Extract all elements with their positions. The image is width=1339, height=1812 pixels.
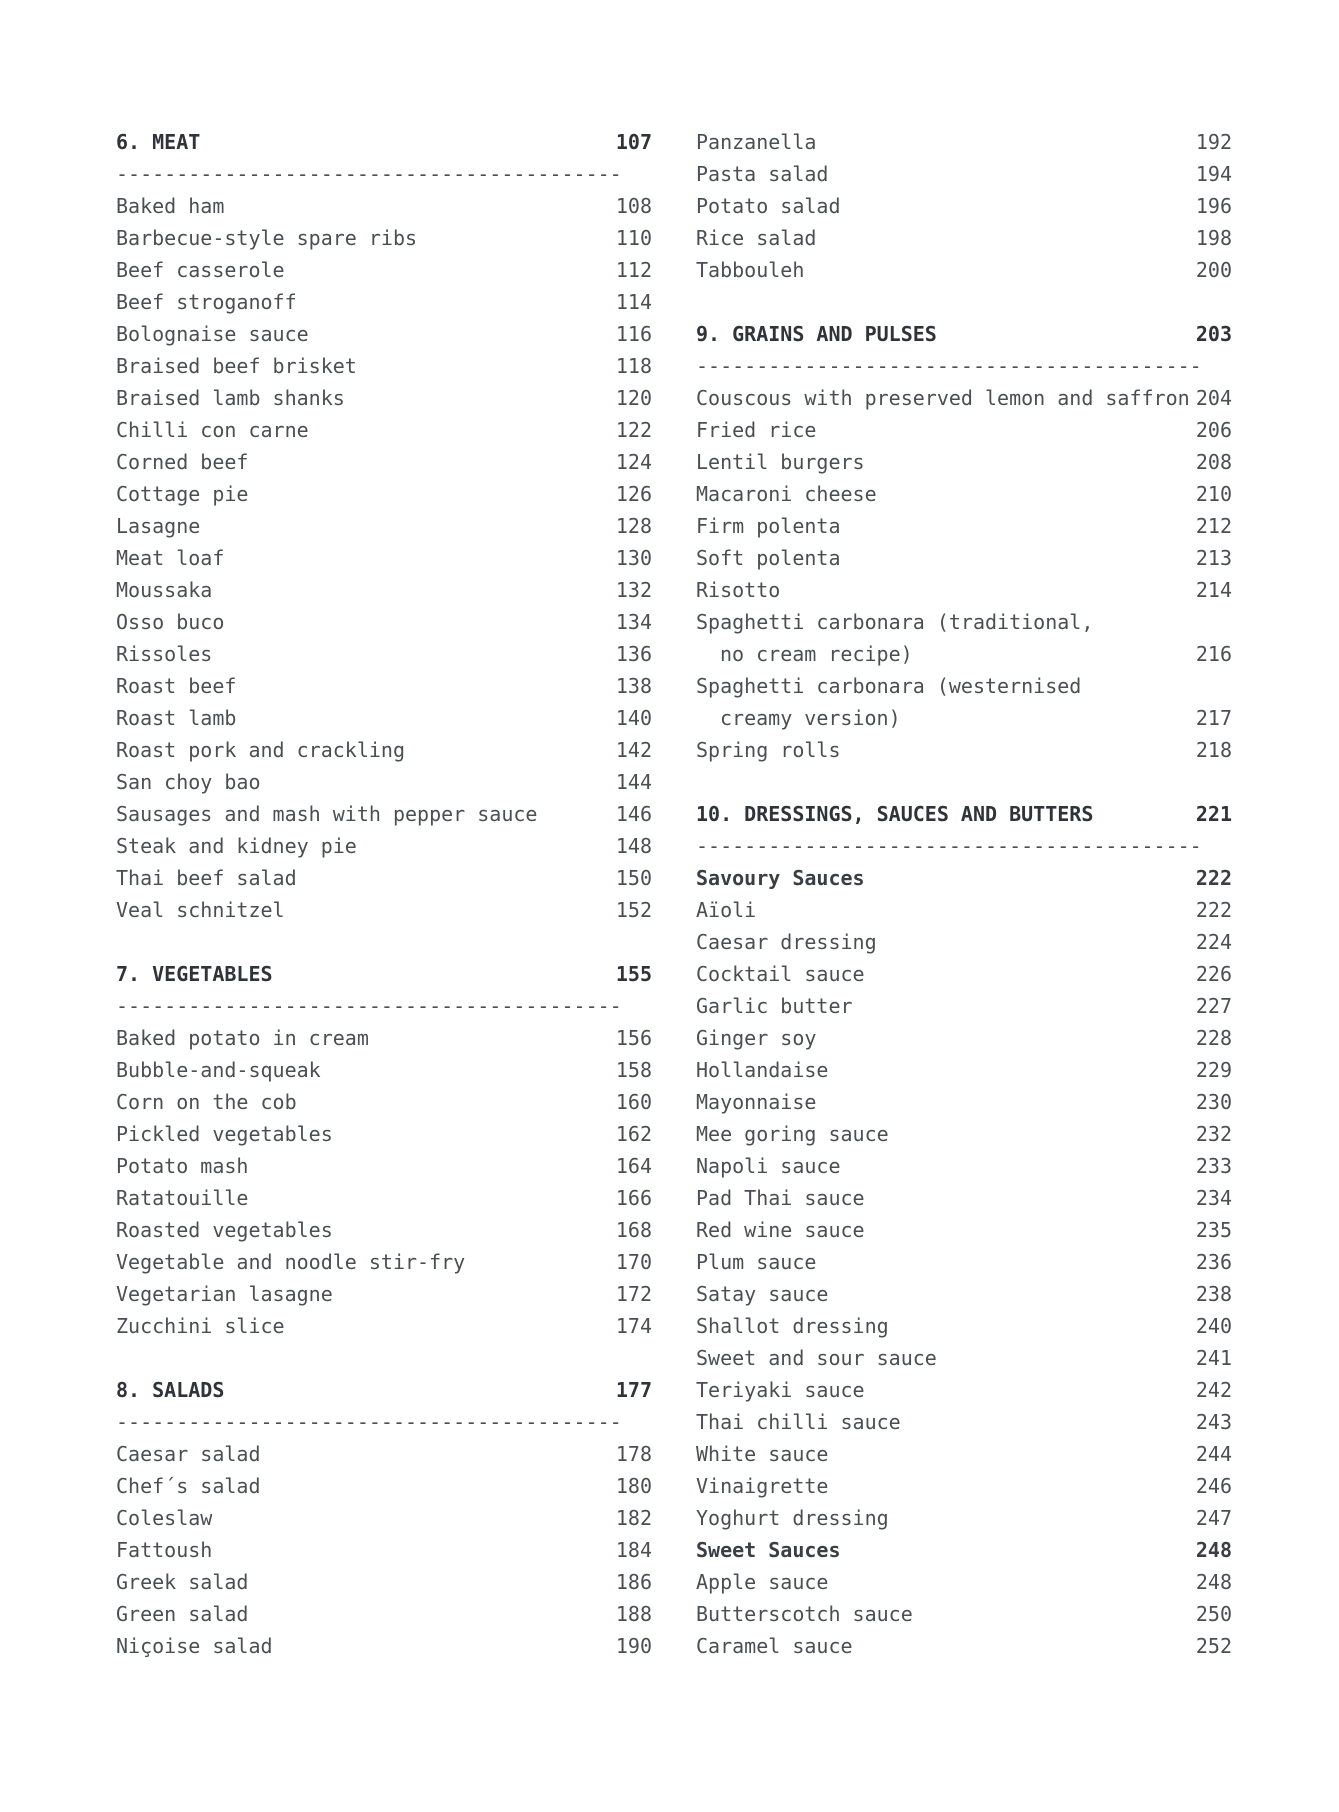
toc-entry-page: 243 xyxy=(1195,1410,1232,1434)
toc-entry-label: Couscous with preserved lemon and saffron xyxy=(696,386,1190,410)
toc-entry-label: Vegetarian lasagne xyxy=(116,1282,333,1306)
toc-entry-label: Thai beef salad xyxy=(116,866,297,890)
toc-entry[interactable] xyxy=(696,1342,1232,1374)
subsection-heading[interactable] xyxy=(696,1534,1232,1566)
toc-entry[interactable] xyxy=(696,606,1232,638)
toc-entry-page: 146 xyxy=(615,802,652,826)
toc-entry[interactable] xyxy=(696,1502,1232,1534)
toc-entry-label: Sausages and mash with pepper sauce xyxy=(116,802,538,826)
toc-entry-label: Ginger soy xyxy=(696,1026,817,1050)
toc-entry[interactable] xyxy=(696,1246,1232,1278)
toc-entry-label: Apple sauce xyxy=(696,1570,829,1594)
toc-entry-label: Bolognaise sauce xyxy=(116,322,309,346)
toc-entry-label: Spaghetti carbonara (westernised xyxy=(696,674,1082,698)
toc-entry-label: Caesar dressing xyxy=(696,930,877,954)
section-heading[interactable] xyxy=(696,798,1232,830)
toc-entry[interactable] xyxy=(696,1598,1232,1630)
toc-entry[interactable] xyxy=(696,1214,1232,1246)
toc-entry-label: Baked ham xyxy=(116,194,225,218)
toc-entry-label: Napoli sauce xyxy=(696,1154,841,1178)
toc-entry[interactable] xyxy=(696,190,1232,222)
toc-entry[interactable] xyxy=(116,318,652,350)
toc-entry-label: Thai chilli sauce xyxy=(696,1410,901,1434)
toc-entry-page: 206 xyxy=(1195,418,1232,442)
toc-entry-page: 232 xyxy=(1195,1122,1232,1146)
toc-entry[interactable] xyxy=(116,766,652,798)
toc-entry-label: Rice salad xyxy=(696,226,817,250)
toc-entry-label: Ratatouille xyxy=(116,1186,249,1210)
toc-entry-label: Pickled vegetables xyxy=(116,1122,333,1146)
toc-entry-label: Lasagne xyxy=(116,514,201,538)
toc-entry[interactable] xyxy=(116,1566,652,1598)
toc-entry-label: Osso buco xyxy=(116,610,225,634)
toc-entry-label: Potato salad xyxy=(696,194,841,218)
table-of-contents xyxy=(116,126,1232,1662)
toc-entry-page: 241 xyxy=(1195,1346,1232,1370)
toc-entry-label: Lentil burgers xyxy=(696,450,865,474)
toc-entry-label: Garlic butter xyxy=(696,994,853,1018)
toc-entry[interactable] xyxy=(696,542,1232,574)
section-heading[interactable] xyxy=(116,958,652,990)
toc-entry-page: 214 xyxy=(1195,578,1232,602)
toc-entry[interactable] xyxy=(696,446,1232,478)
toc-entry-label: White sauce xyxy=(696,1442,829,1466)
toc-entry-page: 152 xyxy=(615,898,652,922)
toc-entry-page: 213 xyxy=(1195,546,1232,570)
toc-entry-label: Satay sauce xyxy=(696,1282,829,1306)
toc-entry-label: Corned beef xyxy=(116,450,249,474)
toc-entry[interactable] xyxy=(116,1054,652,1086)
toc-entry-page: 180 xyxy=(615,1474,652,1498)
toc-entry[interactable] xyxy=(696,1182,1232,1214)
toc-entry-label: Soft polenta xyxy=(696,546,841,570)
toc-entry-page: 218 xyxy=(1195,738,1232,762)
toc-entry-page: 178 xyxy=(615,1442,652,1466)
toc-entry-label: San choy bao xyxy=(116,770,261,794)
toc-entry[interactable] xyxy=(696,1118,1232,1150)
toc-entry[interactable] xyxy=(116,1502,652,1534)
toc-entry-page: 138 xyxy=(615,674,652,698)
toc-entry-page: 114 xyxy=(615,290,652,314)
toc-entry-page: 230 xyxy=(1195,1090,1232,1114)
toc-entry-page: 168 xyxy=(615,1218,652,1242)
section-heading-page: 203 xyxy=(1195,322,1232,346)
toc-entry-page: 142 xyxy=(615,738,652,762)
toc-entry-label: Tabbouleh xyxy=(696,258,805,282)
toc-entry-page: 140 xyxy=(615,706,652,730)
toc-entry-page: 182 xyxy=(615,1506,652,1530)
section-divider: ------------------------------------------ xyxy=(116,1410,622,1434)
section-heading[interactable] xyxy=(696,318,1232,350)
toc-entry[interactable] xyxy=(116,638,652,670)
toc-entry[interactable] xyxy=(116,894,652,926)
toc-entry-label: Aïoli xyxy=(696,898,757,922)
toc-entry[interactable] xyxy=(116,254,652,286)
toc-entry[interactable] xyxy=(696,1566,1232,1598)
toc-entry[interactable] xyxy=(696,510,1232,542)
section-divider: ------------------------------------------ xyxy=(116,162,622,186)
toc-entry-page: 116 xyxy=(615,322,652,346)
toc-entry-label: Teriyaki sauce xyxy=(696,1378,865,1402)
toc-entry[interactable] xyxy=(696,1406,1232,1438)
toc-entry-label: Rissoles xyxy=(116,642,213,666)
toc-entry-page: 120 xyxy=(615,386,652,410)
toc-entry-label: Steak and kidney pie xyxy=(116,834,357,858)
toc-entry-page: 229 xyxy=(1195,1058,1232,1082)
toc-entry-page: 150 xyxy=(615,866,652,890)
toc-entry-page: 235 xyxy=(1195,1218,1232,1242)
toc-entry[interactable] xyxy=(696,1054,1232,1086)
toc-entry[interactable] xyxy=(696,1278,1232,1310)
toc-entry-page: 132 xyxy=(615,578,652,602)
toc-entry-page: 144 xyxy=(615,770,652,794)
toc-entry-page: 130 xyxy=(615,546,652,570)
toc-entry[interactable] xyxy=(116,382,652,414)
toc-entry-label: Vinaigrette xyxy=(696,1474,829,1498)
toc-entry-label: Meat loaf xyxy=(116,546,225,570)
toc-entry-label: Fried rice xyxy=(696,418,817,442)
toc-entry-page: 172 xyxy=(615,1282,652,1306)
toc-entry-page: 162 xyxy=(615,1122,652,1146)
toc-entry[interactable] xyxy=(116,510,652,542)
section-heading-label: 10. DRESSINGS, SAUCES AND BUTTERS xyxy=(696,802,1094,826)
toc-entry-label: Green salad xyxy=(116,1602,249,1626)
toc-entry-label: Pad Thai sauce xyxy=(696,1186,865,1210)
toc-entry-page: 190 xyxy=(615,1634,652,1658)
toc-entry-label: Yoghurt dressing xyxy=(696,1506,889,1530)
toc-entry-page: 228 xyxy=(1195,1026,1232,1050)
section-heading-page: 107 xyxy=(615,130,652,154)
toc-entry[interactable] xyxy=(696,414,1232,446)
right-column xyxy=(696,126,1232,1662)
toc-entry[interactable] xyxy=(696,478,1232,510)
toc-entry-label: Bubble-and-squeak xyxy=(116,1058,321,1082)
section-heading-label: 8. SALADS xyxy=(116,1378,225,1402)
toc-entry-page: 124 xyxy=(615,450,652,474)
toc-entry-label: Chilli con carne xyxy=(116,418,309,442)
toc-entry-page: 160 xyxy=(615,1090,652,1114)
toc-entry-label: Braised lamb shanks xyxy=(116,386,345,410)
toc-entry-label: Firm polenta xyxy=(696,514,841,538)
toc-entry-page: 198 xyxy=(1195,226,1232,250)
toc-entry-continued-label: no cream recipe) xyxy=(720,642,913,666)
toc-entry-page: 222 xyxy=(1195,898,1232,922)
toc-entry[interactable] xyxy=(696,734,1232,766)
toc-entry[interactable] xyxy=(696,990,1232,1022)
toc-entry-page: 194 xyxy=(1195,162,1232,186)
toc-entry-label: Baked potato in cream xyxy=(116,1026,369,1050)
section-divider: ------------------------------------------ xyxy=(696,834,1202,858)
toc-entry[interactable] xyxy=(116,286,652,318)
toc-entry-page: 208 xyxy=(1195,450,1232,474)
toc-entry-label: Roast lamb xyxy=(116,706,237,730)
toc-entry[interactable] xyxy=(116,1630,652,1662)
toc-entry-label: Cocktail sauce xyxy=(696,962,865,986)
toc-entry-page: 134 xyxy=(615,610,652,634)
toc-entry[interactable] xyxy=(696,1150,1232,1182)
section-divider: ------------------------------------------ xyxy=(116,994,622,1018)
toc-entry[interactable] xyxy=(116,734,652,766)
toc-entry[interactable] xyxy=(116,862,652,894)
toc-entry-label: Veal schnitzel xyxy=(116,898,285,922)
toc-entry-page: 238 xyxy=(1195,1282,1232,1306)
toc-entry[interactable] xyxy=(696,894,1232,926)
toc-entry-label: Niçoise salad xyxy=(116,1634,273,1658)
toc-entry-label: Zucchini slice xyxy=(116,1314,285,1338)
toc-entry-label: Chef´s salad xyxy=(116,1474,261,1498)
subsection-heading-page: 222 xyxy=(1195,866,1232,890)
toc-entry-page: 166 xyxy=(615,1186,652,1210)
toc-entry[interactable] xyxy=(116,1534,652,1566)
section-heading-label: 6. MEAT xyxy=(116,130,201,154)
toc-entry[interactable] xyxy=(696,1310,1232,1342)
toc-entry-page: 156 xyxy=(615,1026,652,1050)
toc-entry[interactable] xyxy=(696,926,1232,958)
toc-entry[interactable] xyxy=(116,1150,652,1182)
toc-entry[interactable] xyxy=(116,670,652,702)
section-heading-label: 9. GRAINS AND PULSES xyxy=(696,322,937,346)
toc-entry[interactable] xyxy=(696,158,1232,190)
toc-entry-label: Caramel sauce xyxy=(696,1634,853,1658)
toc-entry-label: Moussaka xyxy=(116,578,213,602)
toc-entry-page: 227 xyxy=(1195,994,1232,1018)
toc-entry-page: 122 xyxy=(615,418,652,442)
section-spacer xyxy=(696,286,1232,318)
toc-entry-page: 186 xyxy=(615,1570,652,1594)
toc-entry-page: 250 xyxy=(1195,1602,1232,1626)
toc-entry[interactable] xyxy=(696,1438,1232,1470)
toc-entry-label: Beef casserole xyxy=(116,258,285,282)
toc-entry[interactable] xyxy=(696,222,1232,254)
toc-entry-page: 196 xyxy=(1195,194,1232,218)
section-spacer xyxy=(696,766,1232,798)
toc-entry[interactable] xyxy=(696,958,1232,990)
toc-entry-page: 174 xyxy=(615,1314,652,1338)
toc-entry[interactable] xyxy=(116,414,652,446)
toc-entry[interactable] xyxy=(696,382,1232,414)
toc-entry-page: 248 xyxy=(1195,1570,1232,1594)
toc-entry-page: 110 xyxy=(615,226,652,250)
toc-entry[interactable] xyxy=(116,1246,652,1278)
toc-entry-page: 164 xyxy=(615,1154,652,1178)
toc-entry[interactable] xyxy=(116,1022,652,1054)
toc-entry[interactable] xyxy=(116,574,652,606)
toc-entry-page: 184 xyxy=(615,1538,652,1562)
toc-entry[interactable] xyxy=(696,1374,1232,1406)
toc-entry-label: Corn on the cob xyxy=(116,1090,297,1114)
section-spacer xyxy=(116,926,652,958)
toc-entry[interactable] xyxy=(116,798,652,830)
toc-entry-page: 126 xyxy=(615,482,652,506)
toc-entry-continued-label: creamy version) xyxy=(720,706,901,730)
subsection-heading[interactable] xyxy=(696,862,1232,894)
toc-entry[interactable] xyxy=(116,222,652,254)
toc-entry-page: 247 xyxy=(1195,1506,1232,1530)
toc-entry-page: 224 xyxy=(1195,930,1232,954)
subsection-heading-label: Sweet Sauces xyxy=(696,1538,841,1562)
toc-entry[interactable] xyxy=(116,350,652,382)
toc-entry[interactable] xyxy=(116,1214,652,1246)
toc-entry-page: 236 xyxy=(1195,1250,1232,1274)
toc-entry-continued[interactable] xyxy=(696,702,1232,734)
toc-entry-label: Caesar salad xyxy=(116,1442,261,1466)
toc-entry-label: Shallot dressing xyxy=(696,1314,889,1338)
toc-entry-label: Mayonnaise xyxy=(696,1090,817,1114)
toc-entry-continued-page: 216 xyxy=(1195,642,1232,666)
toc-entry[interactable] xyxy=(116,1278,652,1310)
toc-entry-page: 148 xyxy=(615,834,652,858)
toc-entry-label: Macaroni cheese xyxy=(696,482,877,506)
toc-entry-page: 246 xyxy=(1195,1474,1232,1498)
section-heading-page: 155 xyxy=(615,962,652,986)
toc-entry-label: Barbecue-style spare ribs xyxy=(116,226,418,250)
toc-entry[interactable] xyxy=(696,254,1232,286)
left-column xyxy=(116,126,652,1662)
subsection-heading-page: 248 xyxy=(1195,1538,1232,1562)
toc-entry-page: 234 xyxy=(1195,1186,1232,1210)
toc-entry-label: Panzanella xyxy=(696,130,817,154)
toc-entry[interactable] xyxy=(696,1470,1232,1502)
toc-entry-page: 188 xyxy=(615,1602,652,1626)
toc-entry[interactable] xyxy=(696,670,1232,702)
toc-entry-label: Roast beef xyxy=(116,674,237,698)
toc-entry-page: 210 xyxy=(1195,482,1232,506)
toc-entry-page: 136 xyxy=(615,642,652,666)
toc-entry-label: Beef stroganoff xyxy=(116,290,297,314)
toc-entry-label: Roasted vegetables xyxy=(116,1218,333,1242)
toc-entry-page: 226 xyxy=(1195,962,1232,986)
toc-entry[interactable] xyxy=(696,126,1232,158)
toc-entry[interactable] xyxy=(696,1086,1232,1118)
toc-entry-page: 240 xyxy=(1195,1314,1232,1338)
toc-entry-label: Braised beef brisket xyxy=(116,354,357,378)
toc-entry-continued-page: 217 xyxy=(1195,706,1232,730)
toc-entry[interactable] xyxy=(116,1470,652,1502)
toc-entry[interactable] xyxy=(116,1182,652,1214)
toc-entry-page: 158 xyxy=(615,1058,652,1082)
toc-entry-label: Potato mash xyxy=(116,1154,249,1178)
toc-entry-page: 244 xyxy=(1195,1442,1232,1466)
toc-entry[interactable] xyxy=(116,702,652,734)
toc-entry-page: 204 xyxy=(1195,386,1232,410)
toc-entry-label: Butterscotch sauce xyxy=(696,1602,913,1626)
section-divider: ------------------------------------------ xyxy=(696,354,1202,378)
toc-entry[interactable] xyxy=(116,1438,652,1470)
toc-entry-label: Plum sauce xyxy=(696,1250,817,1274)
section-heading-label: 7. VEGETABLES xyxy=(116,962,273,986)
toc-entry-continued[interactable] xyxy=(696,638,1232,670)
toc-entry-page: 233 xyxy=(1195,1154,1232,1178)
toc-entry-page: 118 xyxy=(615,354,652,378)
toc-entry-page: 170 xyxy=(615,1250,652,1274)
toc-entry-page: 212 xyxy=(1195,514,1232,538)
toc-entry-label: Pasta salad xyxy=(696,162,829,186)
toc-entry-label: Red wine sauce xyxy=(696,1218,865,1242)
toc-entry[interactable] xyxy=(116,446,652,478)
toc-entry-label: Cottage pie xyxy=(116,482,249,506)
toc-entry[interactable] xyxy=(116,190,652,222)
toc-entry-label: Vegetable and noodle stir-fry xyxy=(116,1250,466,1274)
toc-entry-label: Risotto xyxy=(696,578,781,602)
toc-entry-label: Sweet and sour sauce xyxy=(696,1346,937,1370)
toc-entry[interactable] xyxy=(116,606,652,638)
toc-entry-page: 192 xyxy=(1195,130,1232,154)
toc-entry-label: Roast pork and crackling xyxy=(116,738,405,762)
toc-entry-label: Fattoush xyxy=(116,1538,213,1562)
toc-entry-page: 242 xyxy=(1195,1378,1232,1402)
toc-entry[interactable] xyxy=(696,574,1232,606)
toc-entry[interactable] xyxy=(116,1086,652,1118)
toc-entry-label: Hollandaise xyxy=(696,1058,829,1082)
section-heading[interactable] xyxy=(116,1374,652,1406)
section-heading[interactable] xyxy=(116,126,652,158)
toc-entry[interactable] xyxy=(116,830,652,862)
toc-entry[interactable] xyxy=(116,1118,652,1150)
toc-entry[interactable] xyxy=(116,1310,652,1342)
toc-entry-page: 108 xyxy=(615,194,652,218)
section-heading-page: 221 xyxy=(1195,802,1232,826)
toc-entry-label: Coleslaw xyxy=(116,1506,213,1530)
section-spacer xyxy=(116,1342,652,1374)
toc-entry-label: Greek salad xyxy=(116,1570,249,1594)
toc-entry[interactable] xyxy=(116,478,652,510)
section-heading-page: 177 xyxy=(615,1378,652,1402)
toc-entry-label: Mee goring sauce xyxy=(696,1122,889,1146)
toc-entry-page: 252 xyxy=(1195,1634,1232,1658)
toc-entry-page: 128 xyxy=(615,514,652,538)
toc-entry[interactable] xyxy=(696,1022,1232,1054)
toc-entry-label: Spring rolls xyxy=(696,738,841,762)
toc-entry[interactable] xyxy=(696,1630,1232,1662)
toc-entry[interactable] xyxy=(116,1598,652,1630)
toc-entry-page: 200 xyxy=(1195,258,1232,282)
toc-entry[interactable] xyxy=(116,542,652,574)
toc-entry-page: 112 xyxy=(615,258,652,282)
toc-entry-label: Spaghetti carbonara (traditional, xyxy=(696,610,1094,634)
subsection-heading-label: Savoury Sauces xyxy=(696,866,865,890)
